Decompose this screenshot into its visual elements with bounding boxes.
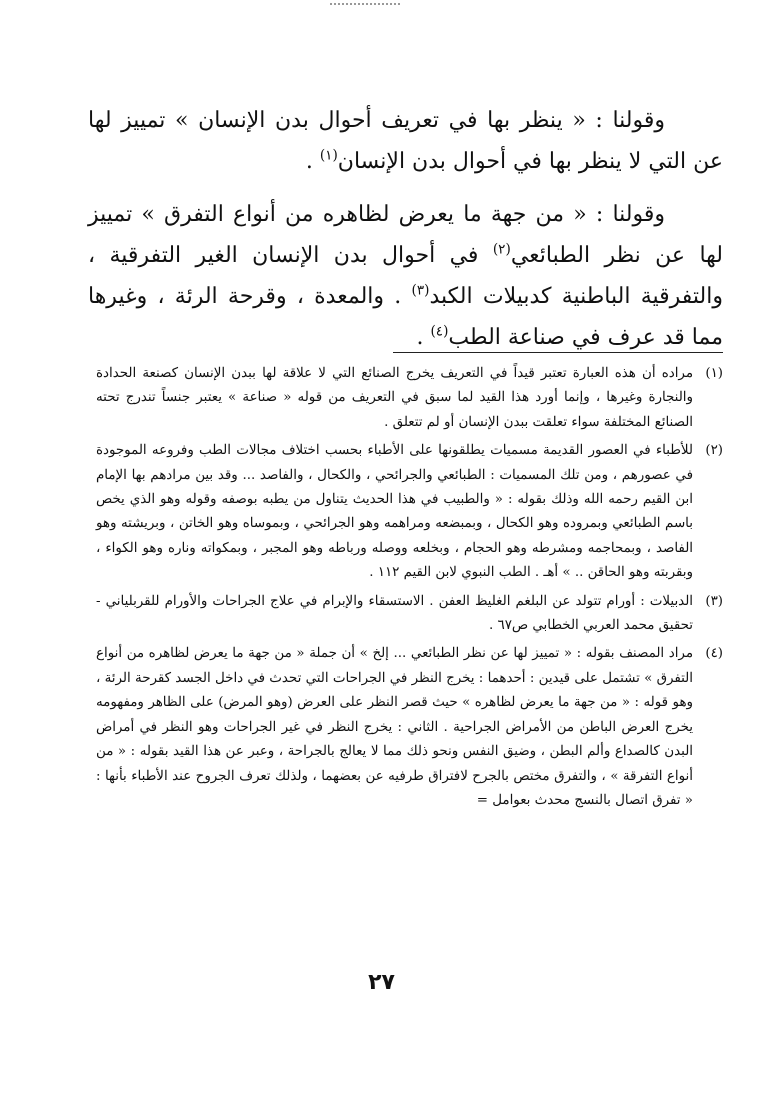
footnote-number: (٣) xyxy=(705,593,723,609)
footnote-text: مراد المصنف بقوله : « تمييز لها عن نظر الطبائعي ... إلخ » أن جملة « من جهة ما يعرض لظاهره من أنواع التفرق » تشتمل على قيدين : أحدهما : يخرج النظر في الجراحات التي تحدث في داخل الجسد كقرحة الرئة ، وهو قوله : « من جهة ما يعرض لظاهره » حيث قصر النظر على العرض (وهو المرض) على الظاهر ومفهومه يخرج العرض الباطن من الأمراض الجراحية . الثاني : يخرج النظر في غير الجراحات وهو النظر في أمراض البدن كالصداع وألم البطن ، وضيق النفس ونحو ذلك مما لا يعالج بالجراحة ، وعبر عن هذا القيد بقوله : « من أنواع التفرقة » ، والتفرق مختص بالجرح لافتراق طرفيه عن بعضهما ، ولذلك تعرف الجروح عند الأطباء بأنها : « تفرق اتصال بالنسج محدث بعوامل = xyxy=(96,646,693,808)
paragraph-2: وقولنا : « من جهة ما يعرض لظاهره من أنواع التفرق » تمييز لها عن نظر الطبائعي$^{(٢)}$ في أحوال بدن الإنسان الغير التفرقية ، والتفرقية الباطنية كدبيلات الكبد$^{(٣)}$ . والمعدة ، وقرحة الرئة ، وغيرها مما قد عرف في صناعة الطب$^{(٤)}$ . xyxy=(88,202,723,350)
footnote-text: الدبيلات : أورام تتولد عن البلغم الغليظ العفن . الاستسقاء والإبرام في علاج الجراحات والأورام للقربلياني - تحقيق محمد العربي الخطابي ص٦٧ . xyxy=(96,593,693,634)
footnote-number: (٤) xyxy=(705,646,723,662)
footnote-text: مراده أن هذه العبارة تعتبر قيداً في التعريف يخرج الصنائع التي لا علاقة لها ببدن الإنسان كصنعة الحدادة والنجارة وغيرها ، وإنما أورد هذا القيد لما سبق في التعريف من قوله « صناعة » يعتبر جنساً تندرج تحته الصنائع المختلفة سواء تعلقت ببدن الإنسان أو لم تتعلق . xyxy=(96,366,693,430)
footnote-number: (١) xyxy=(705,366,723,381)
footnote-separator xyxy=(393,352,723,353)
paragraph-1: وقولنا : « ينظر بها في تعريف أحوال بدن الإنسان » تمييز لها عن التي لا ينظر بها في أحوال بدن الإنسان$^{(١)}$ . xyxy=(88,108,723,174)
footnote-1 xyxy=(96,362,723,435)
footnote-ref-3: (٣) xyxy=(411,282,430,299)
top-edge-dots xyxy=(330,3,400,5)
footnote-number: (٢) xyxy=(705,443,723,459)
footnote-text: للأطباء في العصور القديمة مسميات يطلقونها على الأطباء بحسب اختلاف مجالات الطب وفروعه الموجودة في عصورهم ، ومن تلك المسميات : الطبائعي والجرائحي ، والكحال ، والفاصد ... وقد بين مرادهم بها الإمام ابن القيم رحمه الله وذلك بقوله : « والطبيب في هذا الحديث يتناول من يطبه بوصفه وقوله وهو الذي يخص باسم الطبائعي وبمروده وهو الكحال ، وبمبضعه ومراهمه وهو الجرائحي ، وبموساه وهو الخاتن ، وبريشته وهو الفاصد ، وبمحاجمه ومشرطه وهو الحجام ، وبخلعه ووصله ورباطه وهو المجبر ، وبمكواته وناره وهو الكواء ، وبقربته وهو الحاقن .. » أهـ . الطب النبوي لابن القيم ١١٢ . xyxy=(96,443,693,581)
footnote-3 xyxy=(96,590,723,639)
main-text xyxy=(88,100,723,370)
footnotes xyxy=(96,362,723,817)
footnote-2 xyxy=(96,439,723,585)
footnote-4 xyxy=(96,642,723,813)
footnote-ref-4: (٤) xyxy=(430,323,449,340)
footnote-ref-2: (٢) xyxy=(492,241,511,258)
page-number: ٢٧ xyxy=(368,970,395,995)
footnote-ref-1: (١) xyxy=(319,147,338,164)
